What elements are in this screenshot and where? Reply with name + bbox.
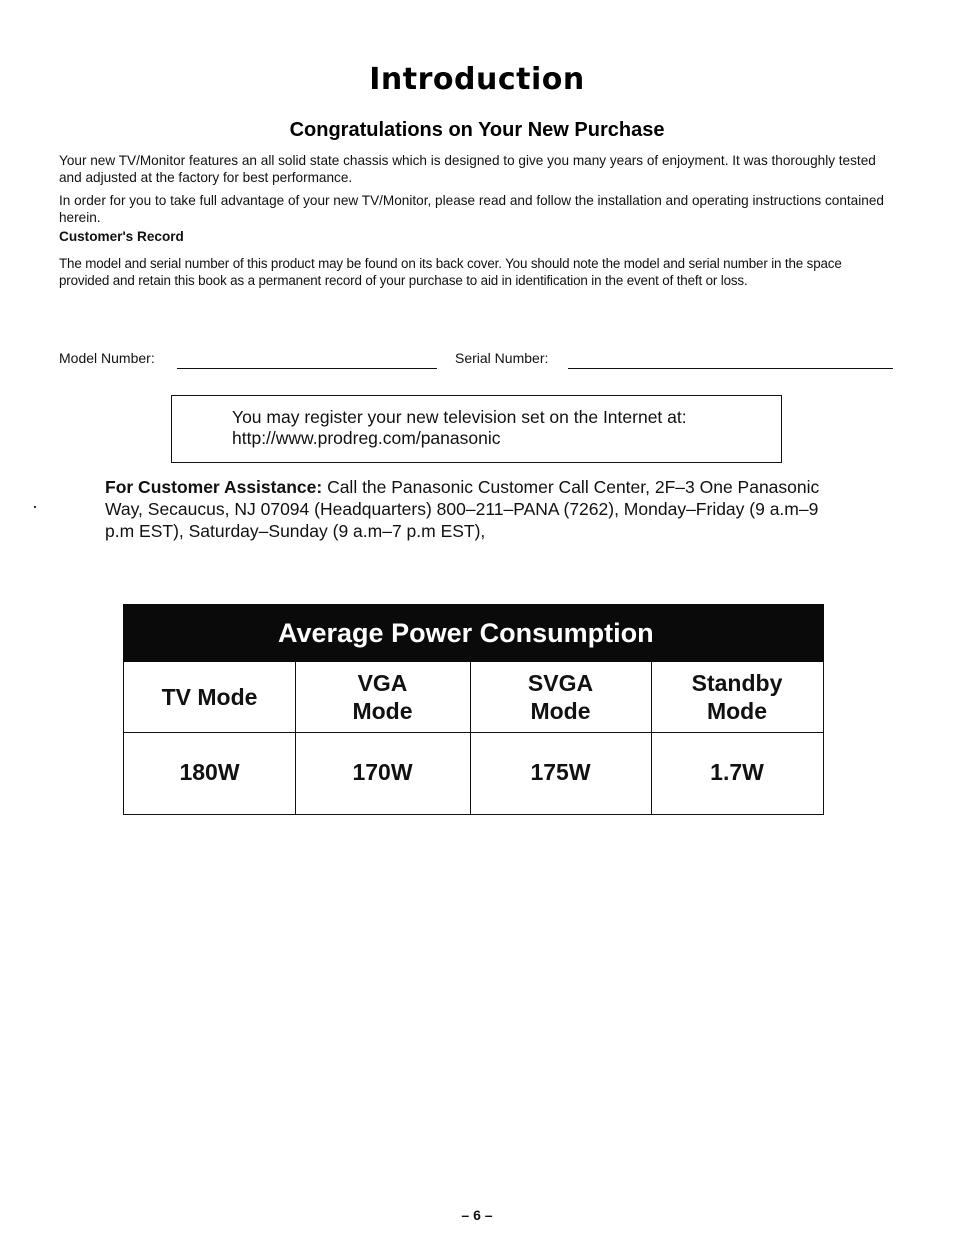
svga-mode-header <box>470 662 651 732</box>
vga-mode-value: 170W <box>352 759 413 785</box>
registration-line: You may register your new television set on the Internet at: <box>232 407 687 427</box>
power-table-grid <box>123 662 824 815</box>
intro-paragraph-1: Your new TV/Monitor features an all solid state chassis which is designed to give you many years of enjoyment. It was thoroughly tested and adjusted at the factory for best performance. <box>59 153 876 185</box>
serial-number-label: Serial Number: <box>455 350 549 366</box>
model-number-label: Model Number: <box>59 350 155 366</box>
customer-record-heading: Customer's Record <box>59 229 184 244</box>
registration-text <box>232 407 687 449</box>
registration-box <box>171 395 782 463</box>
customer-assistance <box>105 476 825 542</box>
serial-number-line <box>568 368 893 369</box>
stray-mark <box>34 506 36 508</box>
row-divider <box>124 732 823 733</box>
page-title: Introduction <box>369 62 585 97</box>
svga-mode-value: 175W <box>530 759 591 785</box>
vga-mode-header <box>295 662 470 732</box>
standby-mode-header-text: Standby Mode <box>691 670 783 724</box>
registration-url: http://www.prodreg.com/panasonic <box>232 428 501 448</box>
standby-mode-value: 1.7W <box>710 759 764 785</box>
customer-assistance-text: Call the Panasonic Customer Call Center, 2F–3 One Panasonic Way, Secaucus, NJ 07094 (Headquarters) 800–211–PANA (7262), Monday–Friday (9 a.m–9 p.m EST), Saturday–Sunday (9 a.m–7 p.m EST), <box>105 477 820 541</box>
intro-paragraph-2: In order for you to take full advantage of your new TV/Monitor, please read and follow the installation and operating instructions contained herein. <box>59 193 884 225</box>
section-subtitle: Congratulations on Your New Purchase <box>289 119 665 141</box>
power-consumption-table <box>123 604 824 815</box>
customer-record-text: The model and serial number of this product may be found on its back cover. You should note the model and serial number in the space provided and retain this book as a permanent record of your purchase to aid in identification in the event of theft or loss. <box>59 256 842 288</box>
standby-mode-header <box>651 662 823 732</box>
tv-mode-value: 180W <box>179 759 240 785</box>
model-number-line <box>177 368 437 369</box>
vga-mode-header-text: VGA Mode <box>352 670 413 724</box>
svga-mode-header-text: SVGA Mode <box>527 670 594 724</box>
customer-assistance-label: For Customer Assistance: <box>105 477 323 497</box>
page-number: – 6 – <box>461 1207 493 1223</box>
tv-mode-header: TV Mode <box>161 684 258 710</box>
power-table-title: Average Power Consumption <box>123 604 824 662</box>
